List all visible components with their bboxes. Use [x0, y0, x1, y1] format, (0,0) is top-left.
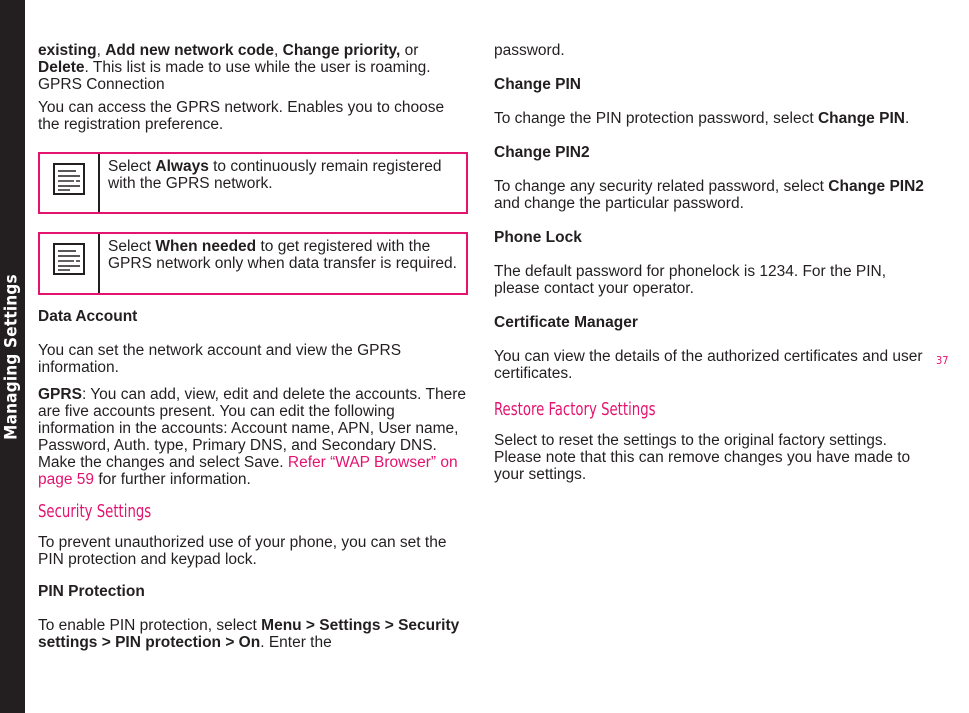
note-text-when-needed	[100, 234, 466, 293]
change-pin2-suffix: and change the particular password.	[494, 195, 744, 212]
intro-sep: ,	[96, 42, 106, 59]
intro-sep: ,	[274, 42, 283, 59]
password-continued: password.	[494, 42, 565, 59]
intro-bold-add-network: Add new network code	[105, 42, 275, 59]
note-box-always	[38, 152, 468, 214]
restore-factory-heading: Restore Factory Settings	[494, 399, 656, 420]
note-bold-always: Always	[155, 158, 209, 175]
pin-protection-prefix: To enable PIN protection, select	[38, 617, 262, 634]
wap-browser-link[interactable]: Refer “WAP Browser” on page 59	[38, 454, 458, 488]
pin-protection-menu-path: Menu > Settings > Security settings > PIN protection > On	[38, 617, 460, 651]
gprs-connection-text: You can access the GPRS network. Enables you to choose the registration preference.	[38, 99, 445, 133]
note-text-suffix: to continuously remain registered with the GPRS network.	[108, 158, 442, 192]
note-bold-when-needed: When needed	[155, 238, 257, 255]
side-tab	[0, 0, 25, 713]
gprs-text: : You can add, view, edit and delete the accounts. There are five accounts present. You can edit the following information in the accounts: Account name, APN, User name, Password, Auth. type, Primary DNS, and Secondary DNS. Make the changes and select Save.	[38, 386, 466, 471]
note-text-prefix: Select	[108, 158, 156, 175]
phone-lock-text: The default password for phonelock is 1234. For the PIN, please contact your operator.	[494, 263, 887, 297]
change-pin-bold: Change PIN	[817, 110, 905, 127]
certificate-manager-heading: Certificate Manager	[494, 314, 638, 331]
intro-text: . This list is made to use while the user is roaming.	[84, 59, 431, 76]
gprs-paragraph	[38, 386, 468, 488]
restore-factory-text: Select to reset the settings to the original factory settings. Please note that this can remove changes you have made to your settings.	[494, 432, 911, 483]
note-text-always	[100, 154, 466, 212]
pin-protection-suffix: . Enter the	[260, 634, 332, 651]
data-account-heading: Data Account	[38, 308, 138, 325]
note-text-prefix: Select	[108, 238, 156, 255]
change-pin-prefix: To change the PIN protection password, select	[494, 110, 818, 127]
gprs-bold: GPRS	[38, 386, 82, 403]
gprs-tail: for further information.	[94, 471, 251, 488]
change-pin-suffix: .	[904, 110, 910, 127]
change-pin2-prefix: To change any security related password, select	[494, 178, 829, 195]
note-box-when-needed	[38, 232, 468, 295]
left-column	[38, 42, 468, 664]
side-tab-label: Managing Settings	[1, 274, 22, 440]
change-pin2-heading: Change PIN2	[494, 144, 590, 161]
security-settings-text: To prevent unauthorized use of your phone, you can set the PIN protection and keypad lock.	[38, 534, 447, 568]
right-column	[494, 42, 934, 496]
intro-paragraph	[38, 42, 468, 93]
intro-bold-existing: existing	[38, 42, 97, 59]
note-icon	[40, 154, 100, 212]
change-pin2-text	[494, 178, 934, 212]
intro-bold-change-priority: Change priority,	[282, 42, 401, 59]
phone-lock-heading: Phone Lock	[494, 229, 582, 246]
intro-sep: or	[400, 42, 419, 59]
data-account-text: You can set the network account and view the GPRS information.	[38, 342, 402, 376]
pin-protection-text	[38, 617, 468, 651]
gprs-connection-label: GPRS Connection	[38, 76, 165, 93]
change-pin-heading: Change PIN	[494, 76, 581, 93]
security-settings-heading: Security Settings	[38, 501, 152, 522]
change-pin-text	[494, 110, 934, 127]
intro-bold-delete: Delete	[38, 59, 85, 76]
note-text-suffix: to get registered with the GPRS network only when data transfer is required.	[108, 238, 457, 272]
pin-protection-heading: PIN Protection	[38, 583, 145, 600]
note-icon	[40, 234, 100, 293]
change-pin2-bold: Change PIN2	[828, 178, 924, 195]
certificate-manager-text: You can view the details of the authorized certificates and user certificates.	[494, 348, 923, 382]
page-number: 37	[936, 354, 949, 367]
